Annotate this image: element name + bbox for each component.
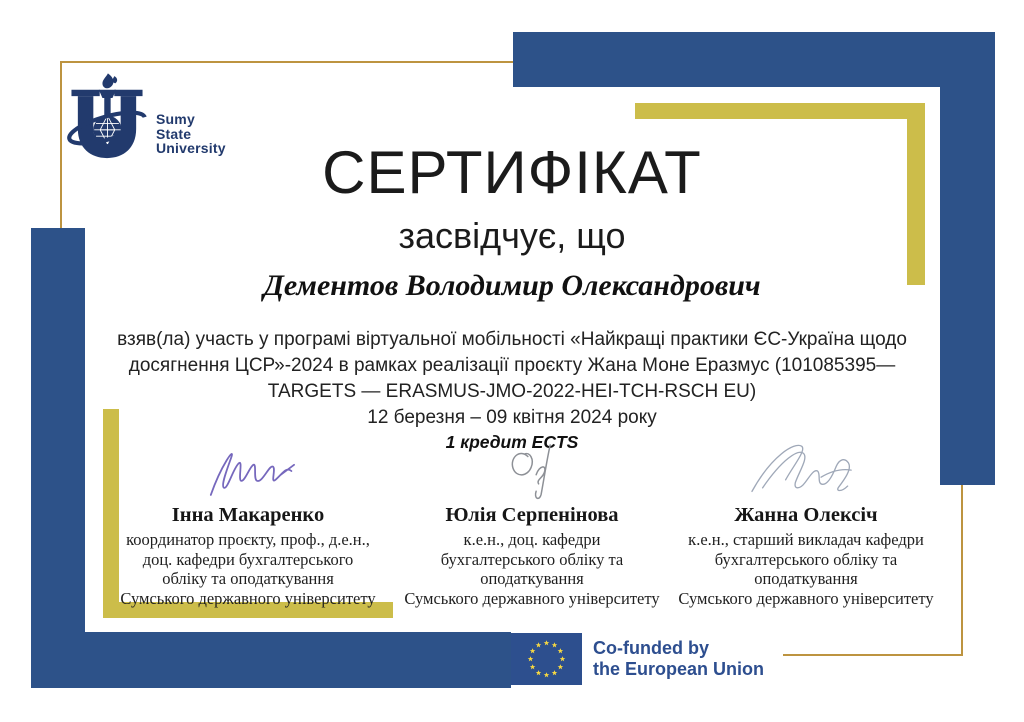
signatory-role — [651, 530, 961, 608]
signatory-block-serpeninova — [377, 438, 687, 608]
role-line: обліку та оподаткування — [162, 569, 334, 588]
signature-scribble-1 — [93, 438, 403, 502]
signatory-block-makarenko — [93, 438, 403, 608]
role-line: бухгалтерського обліку та — [440, 549, 624, 569]
body-line: TARGETS — ERASMUS-JMO-2022-HEI-TCH-RSCH EU) — [267, 381, 757, 402]
signature-icon — [188, 440, 308, 502]
top-right-yellow-bar-horizontal — [635, 103, 925, 119]
university-name-line: State — [156, 125, 192, 142]
signature-icon — [500, 440, 564, 502]
role-line: оподаткування — [754, 569, 858, 588]
certificate-subtitle: засвідчує, що — [398, 215, 626, 256]
bottom-left-blue-bar-horizontal — [31, 632, 512, 688]
recipient-name: Дементов Володимир Олександрович — [263, 269, 761, 302]
role-line: Сумського державного університету — [404, 588, 660, 608]
eu-funding-block — [511, 623, 783, 695]
signatory-name: Юлія Серпенінова — [445, 504, 619, 526]
role-line: к.е.н., старший викладач кафедри — [688, 530, 924, 549]
role-line: доц. кафедри бухгалтерського — [142, 549, 354, 569]
signatory-name: Інна Макаренко — [171, 504, 325, 526]
signature-icon — [739, 440, 873, 502]
eu-funding-text — [593, 638, 764, 680]
university-name-line: University — [156, 140, 226, 156]
eu-funding-line: Co-funded by — [593, 638, 709, 658]
eu-funding-line: the European Union — [593, 659, 764, 679]
signatory-name: Жанна Олексіч — [734, 504, 878, 526]
top-right-blue-bar-horizontal — [513, 32, 993, 87]
signature-scribble-2 — [377, 438, 687, 502]
signatory-role — [377, 530, 687, 608]
eu-flag-icon — [511, 633, 582, 685]
role-line: Сумського державного університету — [678, 588, 934, 608]
signatory-block-oleksich — [651, 438, 961, 608]
body-line: досягнення ЦСР»-2024 в рамках реалізації проєкту Жана Моне Еразмус (101085395— — [128, 355, 896, 376]
certificate-title: СЕРТИФІКАТ — [322, 139, 702, 206]
role-line: к.е.н., доц. кафедри — [463, 530, 601, 549]
university-name-line: Sumy — [156, 111, 195, 127]
role-line: бухгалтерського обліку та — [714, 549, 898, 569]
signature-scribble-3 — [651, 438, 961, 502]
ects-credit-line: 1 кредит ECTS — [445, 432, 579, 452]
certificate-body — [0, 327, 1024, 431]
role-line: координатор проєкту, проф., д.е.н., — [126, 530, 370, 549]
role-line: Сумського державного університету — [120, 588, 376, 608]
body-line: 12 березня – 09 квітня 2024 року — [367, 407, 657, 428]
body-line: взяв(ла) участь у програмі віртуальної мобільності «Найкращі практики ЄС-Україна щодо — [117, 329, 907, 350]
role-line: оподаткування — [480, 569, 584, 588]
signatory-role — [93, 530, 403, 608]
